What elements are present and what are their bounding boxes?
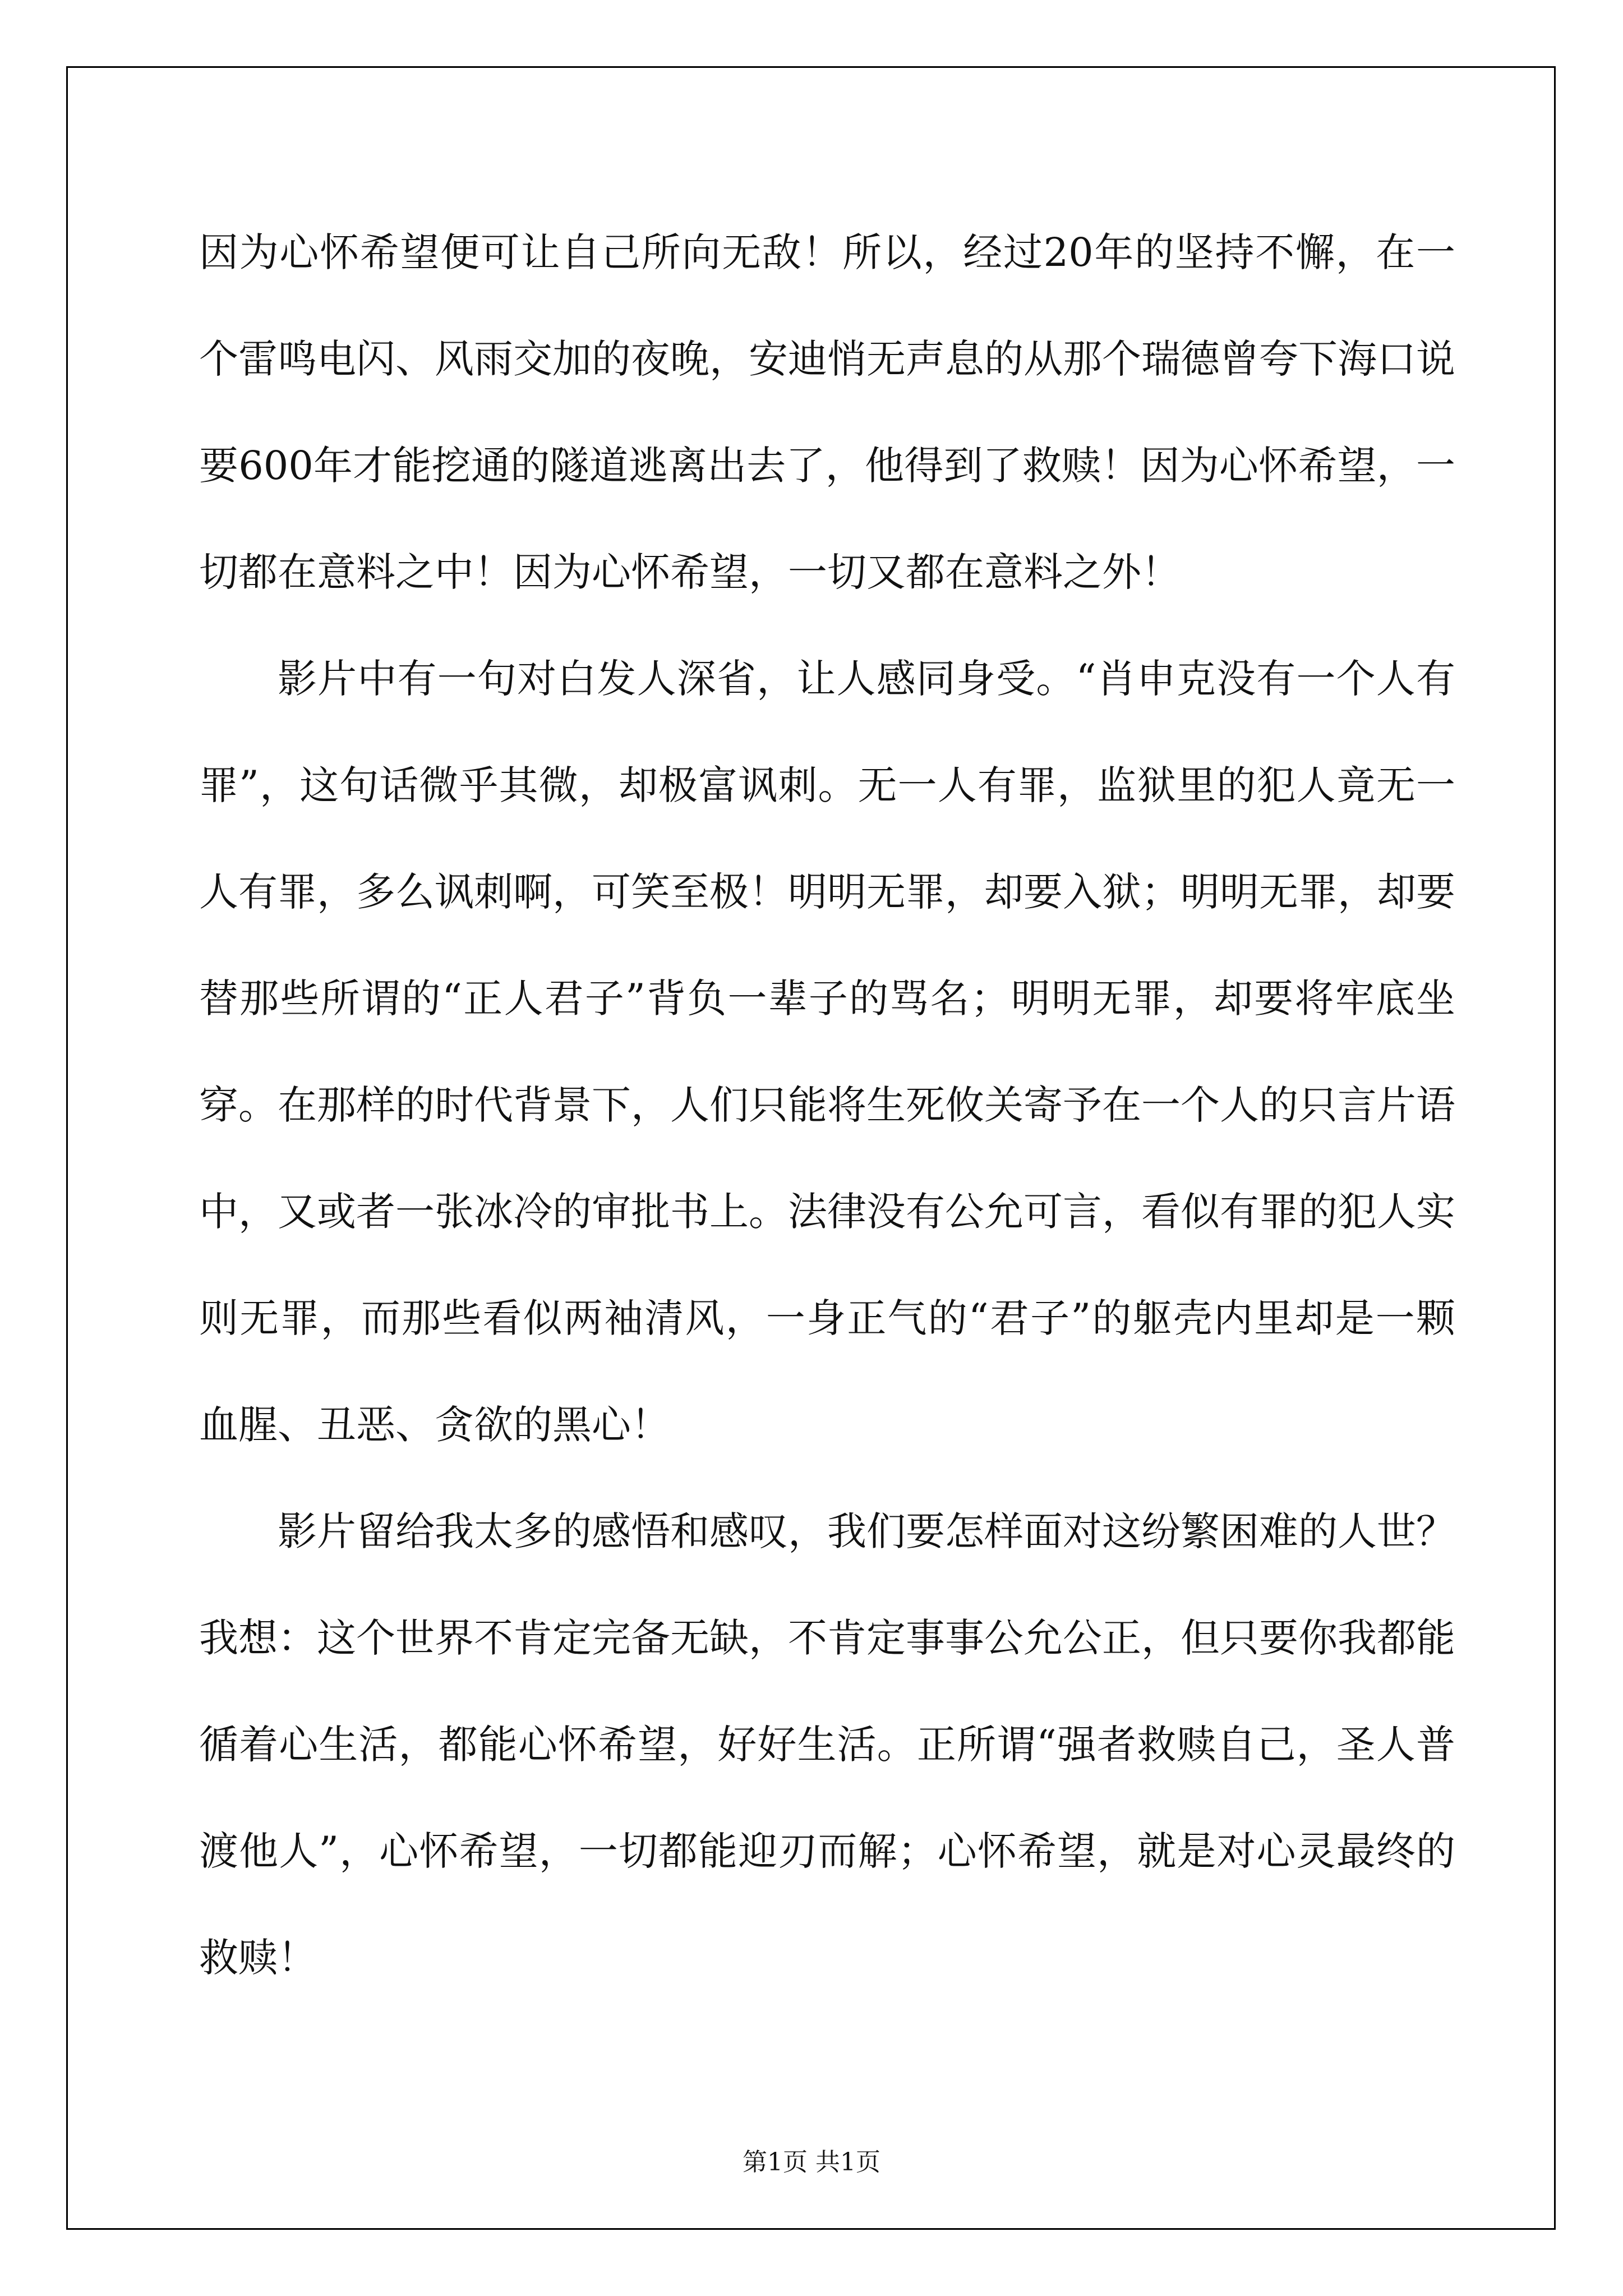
paragraph-2: 影片中有一句对白发人深省，让人感同身受。“肖申克没有一个人有罪”，这句话微乎其微，却极富讽刺。无一人有罪，监狱里的犯人竟无一人有罪，多么讽刺啊，可笑至极！明明无罪，却要入狱；明明无罪，却要替那些所谓的“正人君子”背负一辈子的骂名；明明无罪，却要将牢底坐穿。在那样的时代背景下，人们只能将生死攸关寄予在一个人的只言片语中，又或者一张冰冷的审批书上。法律没有公允可言，看似有罪的犯人实则无罪，而那些看似两袖清风，一身正气的“君子”的躯壳内里却是一颗血腥、丑恶、贪欲的黑心！ [199, 656, 1455, 1448]
document-body [199, 199, 1455, 2011]
paragraph-3: 影片留给我太多的感悟和感叹，我们要怎样面对这纷繁困难的人世？我想：这个世界不肯定完备无缺，不肯定事事公允公正，但只要你我都能循着心生活，都能心怀希望，好好生活。正所谓“强者救赎自己，圣人普渡他人”，心怀希望，一切都能迎刃而解；心怀希望，就是对心灵最终的救赎！ [199, 1508, 1455, 1981]
page-footer: 第1页 共1页 [743, 2148, 880, 2177]
paragraph-1: 因为心怀希望便可让自己所向无敌！所以，经过20年的坚持不懈，在一个雷鸣电闪、风雨交加的夜晚，安迪悄无声息的从那个瑞德曾夸下海口说要600年才能挖通的隧道逃离出去了，他得到了救赎！因为心怀希望，一切都在意料之中！因为心怀希望，一切又都在意料之外！ [199, 229, 1455, 595]
